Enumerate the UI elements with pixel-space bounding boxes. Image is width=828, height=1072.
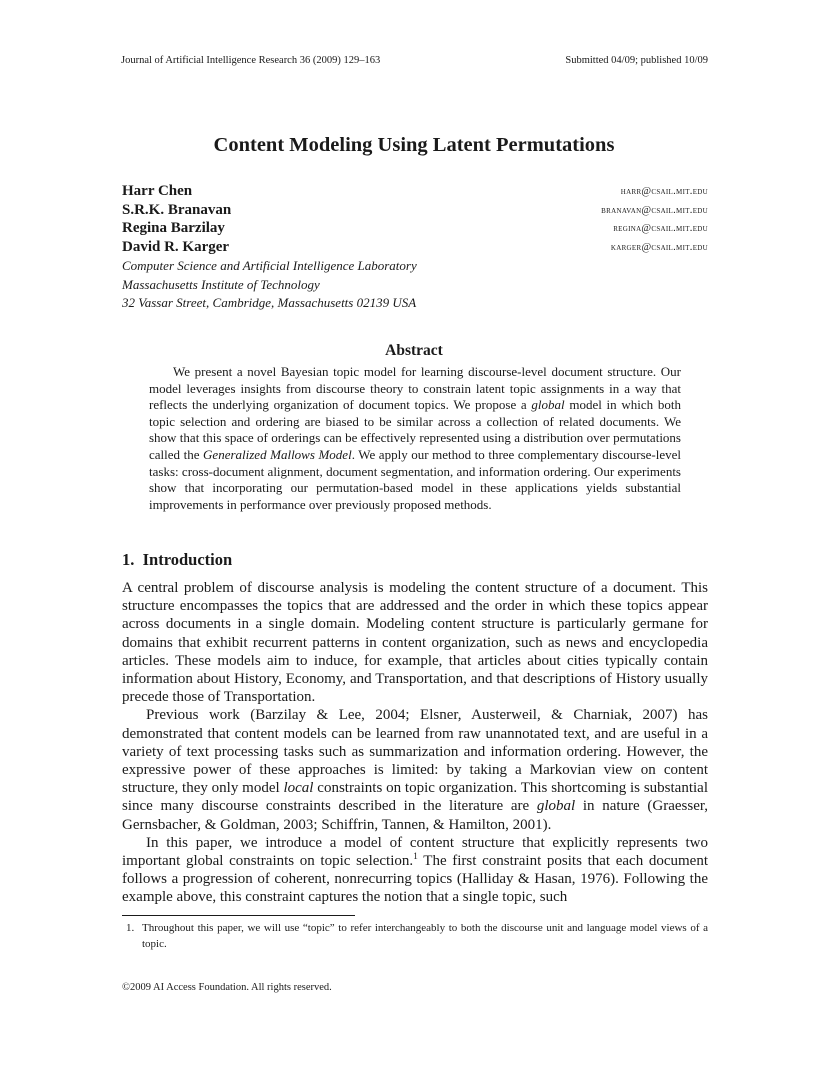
author-row (122, 220, 708, 239)
author-name: Harr Chen (122, 183, 193, 199)
author-row (122, 239, 708, 258)
author-email[interactable]: branavan@csail.mit.edu (601, 204, 708, 216)
emphasis: local (283, 780, 314, 797)
author-email[interactable]: regina@csail.mit.edu (613, 223, 708, 234)
footnote-number: 1. (126, 922, 135, 934)
section-title: Introduction (142, 550, 233, 569)
affiliation-line: Massachusetts Institute of Technology (122, 276, 320, 292)
emphasis: global (536, 798, 576, 815)
journal-citation: Journal of Artificial Intelligence Research 36 (2009) 129–163 (121, 55, 381, 66)
body-text (122, 579, 708, 907)
footnote-text: Throughout this paper, we will use “topic” to refer interchangeably to both the discourse unit and language model views of a topic. (142, 922, 708, 950)
copyright-notice: ©2009 AI Access Foundation. All rights reserved. (122, 982, 332, 993)
footnote-rule (122, 915, 355, 916)
section-number: 1. (122, 550, 135, 569)
paragraph: In this paper, we introduce a model of content structure that explicitly represents two important global constraints on topic selection.$^1$ The first constraint posits that each document follows a progression of coherent, nonrecurring topics (Halliday & Hasan, 1976). Following the example above, this constraint captures the notion that a single topic, such (122, 834, 708, 906)
paragraph: A central problem of discourse analysis is modeling the content structure of a document. This structure encompasses the topics that are addressed and the order in which these topics appear across documents in a single domain. Modeling content structure is particularly germane for domains that exhibit recurrent patterns in content organization, such as news and encyclopedia articles. These models aim to induce, for example, that articles about cities typically contain information about History, Economy, and Transportation, and that descriptions of History usually precede those of Transportation. (122, 580, 708, 706)
submission-dates: Submitted 04/09; published 10/09 (565, 55, 708, 66)
affiliation-line: 32 Vassar Street, Cambridge, Massachusetts 02139 USA (122, 295, 417, 310)
emphasis: global (531, 397, 565, 413)
footnote-marker[interactable]: 1 (413, 852, 418, 863)
author-name: Regina Barzilay (122, 220, 225, 236)
footnote (122, 921, 708, 952)
author-row (122, 183, 708, 202)
author-name: David R. Karger (122, 238, 230, 255)
author-row (122, 202, 708, 221)
author-block (122, 183, 708, 313)
affiliation-line: Computer Science and Artificial Intelligence Laboratory (122, 258, 417, 273)
author-name: S.R.K. Branavan (122, 201, 232, 218)
section-heading (122, 550, 232, 570)
author-email[interactable]: karger@csail.mit.edu (610, 241, 708, 253)
paragraph: Previous work (Barzilay & Lee, 2004; Elsner, Austerweil, & Charniak, 2007) has demonstrated that content models can be learned from raw unannotated text, and are useful in a variety of text processing tasks such as summarization and information ordering. However, the expressive power of these approaches is limited: by taking a Markovian view on content structure, they only model local constraints on topic organization. This shortcoming is substantial since many discourse constraints described in the literature are global in nature (Graesser, Gernsbacher, & Goldman, 2003; Schiffrin, Tannen, & Hamilton, 2001). (122, 707, 708, 833)
paper-title: Content Modeling Using Latent Permutations (213, 134, 615, 156)
emphasis: Generalized Mallows Model (203, 446, 352, 462)
abstract-heading: Abstract (385, 342, 443, 359)
abstract-text: We present a novel Bayesian topic model for learning discourse-level document structure. Our model leverages insights from discourse theory to constrain latent topic assignments in a way that reflects the underlying organization of document topics. We propose a global model in which both topic selection and ordering are biased to be similar across a collection of related documents. We show that this space of orderings can be effectively represented using a distribution over permutations called the Generalized Mallows Model. We apply our method to three complementary discourse-level tasks: cross-document alignment, document segmentation, and information ordering. Our experiments show that incorporating our permutation-based model in these applications yields substantial improvements in performance over previously proposed methods. (149, 364, 681, 512)
author-email[interactable]: harr@csail.mit.edu (620, 186, 708, 197)
